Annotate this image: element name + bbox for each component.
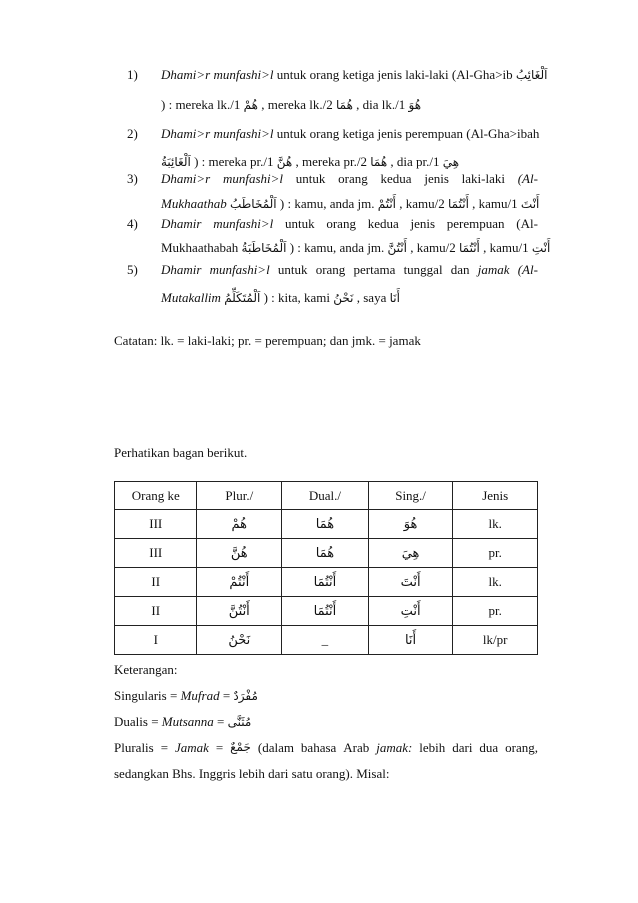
text: , kamu/2 bbox=[399, 196, 445, 211]
list-item-5-line-2 bbox=[161, 290, 400, 306]
word: = bbox=[215, 740, 224, 755]
word: perempuan bbox=[446, 216, 505, 231]
text: ) : mereka lk./1 bbox=[161, 97, 241, 112]
header-singular: Sing./ bbox=[368, 482, 453, 510]
arabic-text: أَنْتَ bbox=[520, 197, 540, 211]
text: , saya bbox=[356, 290, 387, 305]
word: dua bbox=[479, 740, 499, 755]
list-item-2-line-1 bbox=[161, 126, 539, 142]
text: Dualis = bbox=[114, 714, 159, 729]
table-cell: I bbox=[115, 626, 197, 655]
table-cell: نَحْنُ bbox=[197, 626, 282, 655]
arabic-text: هُمَا bbox=[370, 155, 388, 169]
text: , dia lk./1 bbox=[356, 97, 406, 112]
word: (dalam bbox=[257, 740, 294, 755]
table-row bbox=[115, 539, 538, 568]
word: orang, bbox=[505, 740, 538, 755]
table-cell: أَنْتُمَا bbox=[282, 597, 369, 626]
table-cell: أَنْتُمْ bbox=[197, 568, 282, 597]
text: = bbox=[222, 688, 231, 703]
term: Mukhaathabah bbox=[161, 240, 239, 255]
text: ) : mereka pr./1 bbox=[194, 154, 274, 169]
word: orang bbox=[315, 262, 346, 277]
list-number: 4) bbox=[127, 216, 138, 231]
text: Singularis = bbox=[114, 688, 178, 703]
list-item-5-line-1 bbox=[161, 262, 538, 278]
arabic-text: هُوَ bbox=[408, 98, 422, 112]
table-header-row bbox=[115, 482, 538, 510]
table-cell: أَنْتُمَا bbox=[282, 568, 369, 597]
header-dual: Dual./ bbox=[282, 482, 369, 510]
table-cell: _ bbox=[282, 626, 369, 655]
arabic-text: اَلْمُخَاطَبُ bbox=[229, 197, 277, 211]
term: Mutakallim bbox=[161, 290, 221, 305]
list-number: 5) bbox=[127, 262, 138, 277]
arabic-text: مُفْرَدٌ bbox=[233, 689, 258, 703]
word: (Al- bbox=[517, 262, 538, 277]
table-cell: II bbox=[115, 597, 197, 626]
arabic-text: أَنْتُنَّ bbox=[387, 241, 407, 255]
list-number: 3) bbox=[127, 171, 138, 186]
arabic-text: اَلْمُخَاطَبَةُ bbox=[241, 241, 287, 255]
table-cell: pr. bbox=[453, 597, 538, 626]
text: = bbox=[217, 714, 225, 729]
text: ) : kamu, anda jm. bbox=[279, 196, 375, 211]
table-cell: III bbox=[115, 510, 197, 539]
keterangan-heading: Keterangan: bbox=[114, 662, 178, 677]
word: untuk bbox=[284, 216, 315, 231]
description: untuk orang ketiga jenis perempuan (Al-Gha>ibah bbox=[276, 126, 540, 141]
term: Dhami>r munfashi>l bbox=[161, 126, 274, 141]
note-text: Catatan: lk. = laki-laki; pr. = perempuan; dan jmk. = jamak bbox=[114, 333, 421, 348]
word: jenis bbox=[410, 216, 436, 231]
text: ) : kamu, anda jm. bbox=[289, 240, 385, 255]
arabic-text: جَمْعٌ bbox=[230, 740, 251, 754]
word: munfashi>l bbox=[222, 171, 284, 186]
table-cell: III bbox=[115, 539, 197, 568]
arabic-text: أَنْتِ bbox=[531, 241, 551, 255]
text: , mereka lk./2 bbox=[261, 97, 333, 112]
arabic-text: أَنْتُمَا bbox=[448, 197, 469, 211]
arabic-text: هِيَ bbox=[442, 155, 460, 169]
word: dari bbox=[452, 740, 473, 755]
header-plural: Plur./ bbox=[197, 482, 282, 510]
word: (Al- bbox=[517, 171, 538, 186]
pluralis-line-2: sedangkan Bhs. Inggris lebih dari satu orang). Misal: bbox=[114, 766, 390, 781]
word: jamak: bbox=[376, 740, 413, 755]
list-item-3-line-1 bbox=[161, 171, 538, 187]
table-row bbox=[115, 626, 538, 655]
word: kedua bbox=[367, 216, 399, 231]
word: lebih bbox=[419, 740, 446, 755]
text: , kamu/1 bbox=[483, 240, 529, 255]
list-number: 2) bbox=[127, 126, 138, 141]
text: , dia pr./1 bbox=[390, 154, 440, 169]
table-row bbox=[115, 597, 538, 626]
table-cell: هُمَا bbox=[282, 510, 369, 539]
table-cell: pr. bbox=[453, 539, 538, 568]
word: pertama bbox=[353, 262, 396, 277]
table-cell: lk. bbox=[453, 568, 538, 597]
text: , mereka pr./2 bbox=[295, 154, 367, 169]
word: = bbox=[160, 740, 169, 755]
arabic-text: أَنْتُمْ bbox=[377, 197, 397, 211]
arabic-text: أَنْتُمَا bbox=[458, 241, 480, 255]
word: jenis bbox=[424, 171, 449, 186]
table-cell: هُمْ bbox=[197, 510, 282, 539]
table-cell: II bbox=[115, 568, 197, 597]
table-cell: أَنَا bbox=[368, 626, 453, 655]
table-row bbox=[115, 510, 538, 539]
word: dan bbox=[450, 262, 470, 277]
header-orang-ke: Orang ke bbox=[115, 482, 197, 510]
arabic-text: أَنَا bbox=[389, 291, 400, 305]
list-item-1-line-2 bbox=[161, 97, 421, 113]
arabic-text: اَلْغَائِبَةُ bbox=[161, 155, 191, 169]
table-cell: هِيَ bbox=[368, 539, 453, 568]
table-cell: هُنَّ bbox=[197, 539, 282, 568]
word: jamak bbox=[477, 262, 510, 277]
term: Mufrad bbox=[180, 688, 220, 703]
dualis-line bbox=[114, 714, 251, 730]
header-jenis: Jenis bbox=[453, 482, 538, 510]
pronoun-table bbox=[114, 481, 538, 655]
list-number: 1) bbox=[127, 67, 138, 82]
word: munfashi>l bbox=[213, 216, 274, 231]
singularis-line bbox=[114, 688, 258, 704]
table-cell: هُمَا bbox=[282, 539, 369, 568]
list-item-2-line-2 bbox=[161, 154, 459, 170]
word: laki-laki bbox=[461, 171, 505, 186]
word: orang bbox=[338, 171, 368, 186]
term: Mukhaathab bbox=[161, 196, 227, 211]
word: Arab bbox=[343, 740, 370, 755]
text: , kamu/1 bbox=[472, 196, 518, 211]
table-cell: lk. bbox=[453, 510, 538, 539]
word: bahasa bbox=[300, 740, 337, 755]
list-item-1-line-1 bbox=[161, 67, 547, 83]
word: tunggal bbox=[403, 262, 443, 277]
table-cell: أَنْتَ bbox=[368, 568, 453, 597]
word: untuk bbox=[277, 262, 308, 277]
arabic-text: مُثَنَّى bbox=[227, 715, 252, 729]
word: kedua bbox=[380, 171, 412, 186]
list-item-4-line-2 bbox=[161, 240, 550, 256]
table-cell: أَنْتُنَّ bbox=[197, 597, 282, 626]
word: Dhami>r bbox=[161, 171, 211, 186]
table-cell: هُوَ bbox=[368, 510, 453, 539]
arabic-text: اَلْمُتَكَلِّمُ bbox=[224, 291, 261, 305]
text: , kamu/2 bbox=[410, 240, 456, 255]
table-cell: lk/pr bbox=[453, 626, 538, 655]
term: Dhami>r munfashi>l bbox=[161, 67, 274, 82]
list-item-3-line-2 bbox=[161, 196, 539, 212]
word: Jamak bbox=[174, 740, 209, 755]
word: (Al- bbox=[516, 216, 538, 231]
list-item-4-line-1 bbox=[161, 216, 538, 232]
word: Dhamir bbox=[161, 216, 202, 231]
arabic-text: هُمَا bbox=[335, 98, 353, 112]
table-row bbox=[115, 568, 538, 597]
term: Mutsanna bbox=[161, 714, 214, 729]
arabic-text: هُمْ bbox=[243, 98, 258, 112]
intro-text: Perhatikan bagan berikut. bbox=[114, 445, 248, 460]
arabic-text: اَلْغَائِبُ bbox=[515, 68, 548, 82]
description: untuk orang ketiga jenis laki-laki (Al-Gha>ib bbox=[276, 67, 513, 82]
pluralis-line-1 bbox=[114, 740, 538, 756]
word: munfashi>l bbox=[209, 262, 270, 277]
text: ) : kita, kami bbox=[263, 290, 331, 305]
word: untuk bbox=[295, 171, 326, 186]
table-cell: أَنْتِ bbox=[368, 597, 453, 626]
arabic-text: هُنَّ bbox=[276, 155, 293, 169]
word: Dhamir bbox=[161, 262, 202, 277]
word: Pluralis bbox=[114, 740, 154, 755]
arabic-text: نَحْنُ bbox=[333, 291, 354, 305]
word: orang bbox=[326, 216, 356, 231]
